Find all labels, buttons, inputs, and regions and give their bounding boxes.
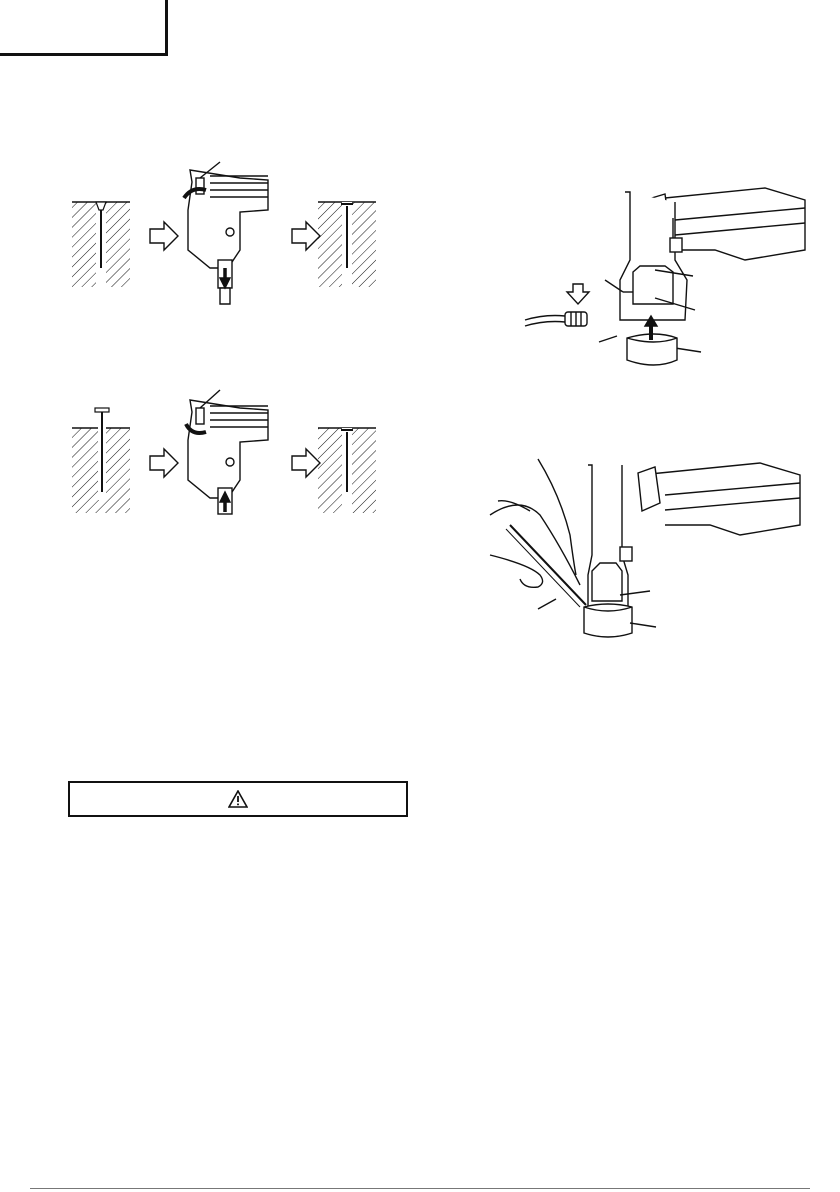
figure-depth-shallow xyxy=(60,150,390,310)
figure-nose-cap-air xyxy=(505,180,825,380)
wood-block-after xyxy=(318,428,376,513)
arrow-right-icon xyxy=(150,449,178,477)
figure-depth-deep xyxy=(60,380,390,520)
warning-triangle-icon xyxy=(228,790,248,808)
nailer-adjuster-illustration xyxy=(186,390,268,514)
nailer-adjuster-illustration xyxy=(184,162,268,304)
wood-block-before xyxy=(72,408,130,513)
wood-block-before xyxy=(72,202,130,287)
figure-nose-cap-hand xyxy=(480,455,810,655)
caution-box xyxy=(68,781,408,817)
arrow-right-icon xyxy=(292,222,320,250)
wood-block-after xyxy=(318,202,376,287)
arrow-right-icon xyxy=(292,449,320,477)
arrow-right-icon xyxy=(150,222,178,250)
bottom-rule xyxy=(30,1188,810,1189)
page-tab xyxy=(0,0,168,56)
